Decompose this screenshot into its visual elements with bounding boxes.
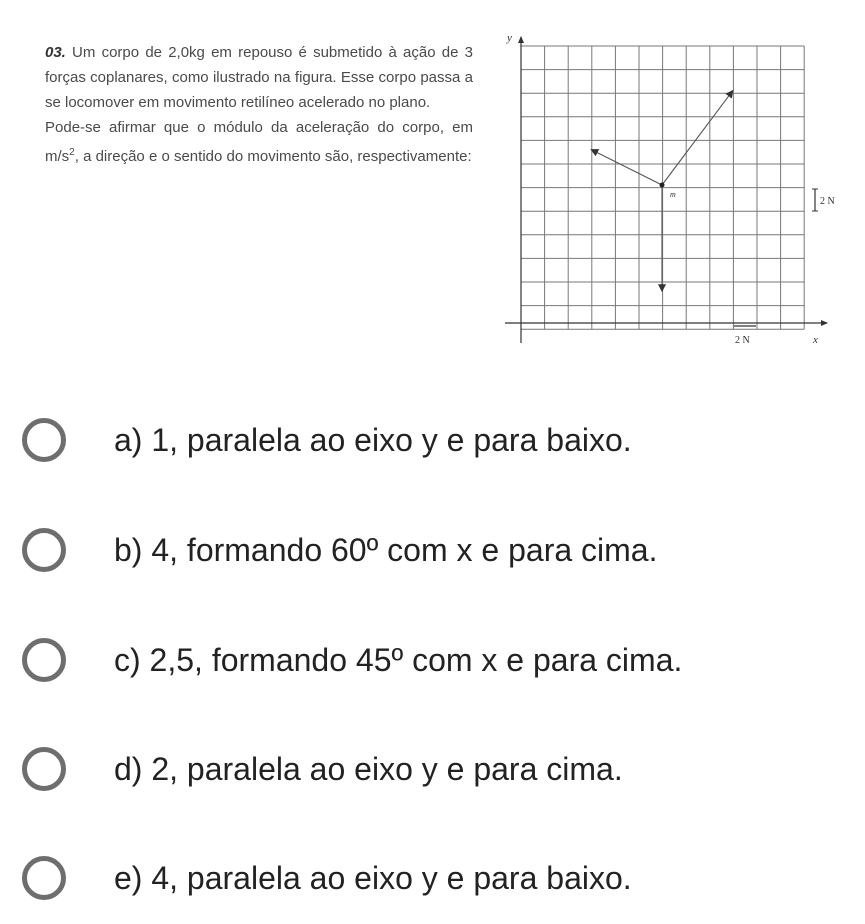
mass-label: m (670, 190, 676, 199)
horizontal-scale-label: 2 N (735, 335, 750, 346)
option-label: e) 4, paralela ao eixo y e para baixo. (114, 859, 632, 896)
x-axis-label: x (813, 334, 818, 346)
question-statement (45, 40, 473, 169)
force-diagram (495, 25, 845, 355)
y-axis-label: y (507, 32, 512, 44)
radio-circle-icon[interactable] (22, 418, 66, 462)
question-text-1: Um corpo de 2,0kg em repouso é submetido à ação de 3 forças coplanares, como ilustrado na figura. Esse corpo passa a se locomover em movimento retilíneo acelerado no plano. (45, 44, 473, 111)
option-label: b) 4, formando 60º com x e para cima. (114, 531, 658, 568)
option-label: a) 1, paralela ao eixo y e para baixo. (114, 421, 632, 458)
option-b[interactable] (22, 520, 852, 580)
question-text-2b: , a direção e o sentido do movimento são, respectivamente: (74, 148, 472, 165)
radio-circle-icon[interactable] (22, 528, 66, 572)
force-up-left (591, 150, 662, 185)
question-number: 03. (45, 44, 66, 61)
option-d[interactable] (22, 739, 852, 799)
radio-circle-icon[interactable] (22, 638, 66, 682)
option-e[interactable] (22, 848, 852, 908)
option-c[interactable] (22, 630, 852, 690)
question-text-2a: Pode-se afirmar que o módulo da aceleração do corpo, em m/s (45, 119, 473, 165)
question-superscript: 2 (69, 147, 75, 158)
mass-point (660, 183, 665, 188)
radio-circle-icon[interactable] (22, 747, 66, 791)
vertical-scale-label: 2 N (820, 196, 835, 207)
option-label: d) 2, paralela ao eixo y e para cima. (114, 750, 623, 787)
option-a[interactable] (22, 410, 852, 470)
force-vectors (591, 91, 733, 292)
option-label: c) 2,5, formando 45º com x e para cima. (114, 641, 683, 678)
force-up-right (662, 91, 733, 185)
radio-circle-icon[interactable] (22, 856, 66, 900)
question-paragraph-2 (45, 115, 473, 169)
question-paragraph-1 (45, 40, 473, 115)
grid (521, 46, 804, 329)
